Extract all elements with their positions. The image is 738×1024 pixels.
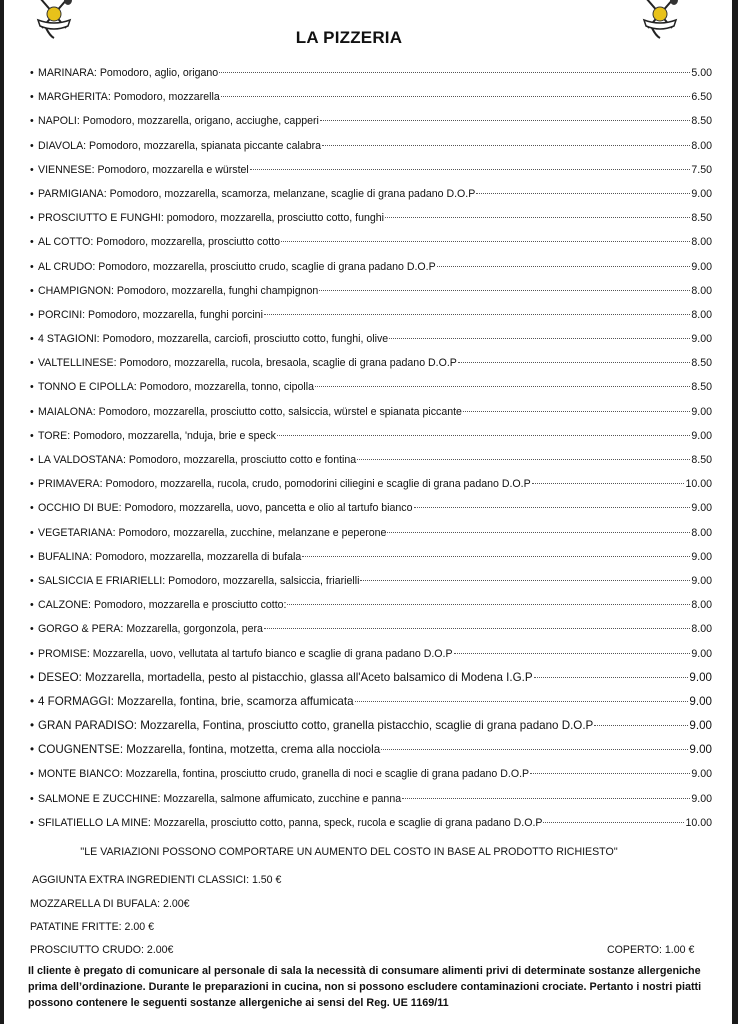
menu-item-label: PORCINI: Pomodoro, mozzarella, funghi porcini	[38, 308, 263, 321]
menu-item-label: PARMIGIANA: Pomodoro, mozzarella, scamorza, melanzane, scaglie di grana padano D.O.P	[38, 187, 476, 200]
menu-item	[30, 666, 712, 690]
dot-leader	[381, 749, 688, 750]
menu-item	[30, 787, 712, 811]
menu-item-label: 4 FORMAGGI: Mozzarella, fontina, brie, scamorza affumicata	[38, 694, 354, 708]
dot-leader	[402, 798, 690, 799]
bullet-icon: •	[30, 381, 34, 394]
bullet-icon: •	[30, 550, 34, 563]
menu-item-price: 8.00	[691, 308, 712, 321]
menu-item-name: PARMIGIANA	[38, 187, 104, 200]
dot-leader	[219, 72, 690, 73]
menu-item-price: 8.00	[691, 599, 712, 612]
bullet-icon: •	[30, 454, 34, 466]
menu-item-price: 9.00	[689, 719, 712, 733]
menu-item-label: GRAN PARADISO: Mozzarella, Fontina, prosciutto cotto, granella pistacchio, scaglie di grana padano D.O.P	[38, 719, 594, 733]
menu-item-ingredients: Pomodoro, mozzarella, zucchine, melanzane e peperone	[118, 526, 387, 539]
pizza-menu-list	[30, 61, 712, 835]
bullet-icon: •	[30, 333, 34, 346]
bullet-icon: •	[30, 357, 34, 370]
menu-item-name: AL COTTO	[38, 236, 91, 249]
menu-item	[30, 617, 712, 641]
menu-item	[30, 472, 712, 496]
menu-item-label: GORGO & PERA: Mozzarella, gorgonzola, pera	[38, 623, 263, 636]
menu-item-ingredients: Pomodoro, mozzarella	[113, 91, 220, 104]
menu-item-label: SALSICCIA E FRIARIELLI: Pomodoro, mozzarella, salsiccia, friarielli	[38, 574, 360, 587]
menu-item-label: VIENNESE: Pomodoro, mozzarella e würstel	[38, 163, 249, 176]
prosciutto-crudo-price: PROSCIUTTO CRUDO: 2.00€	[30, 944, 174, 956]
menu-item-label: VEGETARIANA: Pomodoro, mozzarella, zucchine, melanzane e peperone	[38, 526, 387, 539]
bullet-icon: •	[30, 502, 34, 515]
bullet-icon: •	[30, 67, 34, 79]
menu-item	[30, 158, 712, 182]
menu-item-ingredients: Pomodoro, mozzarella e prosciutto cotto:	[93, 599, 287, 612]
menu-item	[30, 61, 712, 85]
menu-item-label: DIAVOLA: Pomodoro, mozzarella, spianata piccante calabra	[38, 139, 322, 152]
menu-item	[30, 85, 712, 109]
menu-item-name: AL CRUDO	[38, 260, 93, 273]
menu-item-ingredients: Pomodoro, mozzarella, prosciutto cotto, salsiccia, würstel e spianata piccante	[98, 405, 462, 418]
menu-item-ingredients: Pomodoro, mozzarella, prosciutto crudo, scaglie di grana padano D.O.P	[98, 260, 436, 273]
menu-item-label: OCCHIO DI BUE: Pomodoro, mozzarella, uovo, pancetta e olio al tartufo bianco	[38, 502, 413, 515]
menu-item-ingredients: Pomodoro, mozzarella, uovo, pancetta e olio al tartufo bianco	[124, 502, 413, 515]
menu-item-price: 9.00	[691, 333, 712, 346]
menu-item-name: DESEO	[38, 670, 79, 684]
menu-item-name: OCCHIO DI BUE	[38, 502, 119, 515]
bullet-icon: •	[30, 284, 34, 297]
menu-item	[30, 545, 712, 569]
bullet-icon: •	[30, 236, 34, 249]
bullet-icon: •	[30, 792, 34, 805]
menu-item-name: PROMISE	[38, 647, 87, 660]
extra-ingredients-price: AGGIUNTA EXTRA INGREDIENTI CLASSICI: 1.50 €	[32, 874, 282, 886]
bullet-icon: •	[30, 163, 34, 176]
menu-item-name: PROSCIUTTO E FUNGHI	[38, 212, 161, 225]
menu-item	[30, 424, 712, 448]
menu-item-price: 8.00	[691, 139, 712, 152]
menu-item	[30, 811, 712, 835]
menu-item-ingredients: Pomodoro, mozzarella e würstel	[97, 163, 249, 176]
dot-leader	[389, 338, 690, 339]
bullet-icon: •	[30, 115, 34, 128]
menu-item-ingredients: Pomodoro, mozzarella, prosciutto cotto	[96, 236, 280, 249]
menu-item	[30, 109, 712, 133]
dot-leader	[454, 653, 691, 654]
menu-item-ingredients: Mozzarella, fontina, brie, scamorza affumicata	[117, 694, 354, 708]
menu-item-ingredients: pomodoro, mozzarella, prosciutto cotto, funghi	[166, 212, 385, 225]
dot-leader	[463, 411, 690, 412]
menu-item-ingredients: Mozzarella, mortadella, pesto al pistacchio, glassa all'Aceto balsamico di Modena I.G.P	[85, 670, 533, 684]
menu-item-name: MAIALONA	[38, 405, 93, 418]
menu-item-price: 9.00	[691, 429, 712, 442]
menu-item-label: MARINARA: Pomodoro, aglio, origano	[38, 67, 219, 79]
menu-item-label: CHAMPIGNON: Pomodoro, mozzarella, funghi champignon	[38, 284, 319, 297]
menu-item-price: 9.00	[689, 743, 712, 757]
bullet-icon: •	[30, 574, 34, 587]
menu-item-name: DIAVOLA	[38, 139, 84, 152]
menu-item-name: PORCINI	[38, 308, 83, 321]
menu-item-name: 4 FORMAGGI	[38, 694, 111, 708]
allergen-notice: Il cliente è pregato di comunicare al personale di sala la necessità di consumare alimenti privi di determinate sostanze allergeniche prima dell’ordinazione. Durante le preparazioni in cucina, non si possono escludere contaminazioni crociate. Pertanto i nostri piatti possono contenere le seguenti sostanze allergeniche ai sensi del Reg. UE 1169/11	[28, 965, 702, 1009]
menu-item-ingredients: Pomodoro, mozzarella, rucola, crudo, pomodorini ciliegini e scaglie di grana padano D.O.P	[105, 478, 531, 491]
patatine-fritte-price: PATATINE FRITTE: 2.00 €	[30, 921, 155, 933]
menu-item-ingredients: Pomodoro, mozzarella, origano, acciughe, capperi	[82, 115, 319, 128]
menu-item-ingredients: Pomodoro, mozzarella, carciofi, prosciutto cotto, funghi, olive	[102, 333, 389, 346]
menu-item-price: 6.50	[691, 91, 712, 104]
bullet-icon: •	[30, 599, 34, 612]
menu-item-name: SALSICCIA E FRIARIELLI	[38, 574, 163, 587]
menu-item	[30, 351, 712, 375]
menu-item-name: SALMONE E ZUCCHINE	[38, 792, 158, 805]
menu-item-price: 8.00	[691, 236, 712, 249]
menu-item-ingredients: Pomodoro, aglio, origano	[99, 67, 219, 79]
menu-item-label: CALZONE: Pomodoro, mozzarella e prosciutto cotto:	[38, 599, 287, 612]
menu-item-label: MONTE BIANCO: Mozzarella, fontina, prosciutto crudo, granella di noci e scaglie di grana padano D.O.P	[38, 768, 530, 781]
menu-item-price: 9.00	[689, 694, 712, 708]
menu-item-ingredients: Pomodoro, mozzarella, scamorza, melanzane, scaglie di grana padano D.O.P	[109, 187, 476, 200]
bullet-icon: •	[30, 719, 35, 733]
menu-item-price: 8.00	[691, 526, 712, 539]
menu-item-ingredients: Pomodoro, mozzarella, funghi champignon	[116, 284, 319, 297]
menu-item-ingredients: Pomodoro, mozzarella, prosciutto cotto e fontina	[128, 454, 357, 466]
bullet-icon: •	[30, 139, 34, 152]
menu-item-name: 4 STAGIONI	[38, 333, 97, 346]
menu-item-ingredients: Pomodoro, mozzarella, 'nduja, brie e speck	[73, 429, 276, 442]
menu-item-label: DESEO: Mozzarella, mortadella, pesto al pistacchio, glassa all'Aceto balsamico di Modena I.G.P	[38, 670, 533, 684]
menu-item-name: MARGHERITA	[38, 91, 108, 104]
menu-item	[30, 255, 712, 279]
menu-item	[30, 593, 712, 617]
menu-item-label: PROSCIUTTO E FUNGHI: pomodoro, mozzarella, prosciutto cotto, funghi	[38, 212, 385, 225]
bullet-icon: •	[30, 187, 34, 200]
bullet-icon: •	[30, 526, 34, 539]
menu-item	[30, 375, 712, 399]
dot-leader	[287, 604, 690, 605]
menu-item-ingredients: Pomodoro, mozzarella, spianata piccante calabra	[89, 139, 322, 152]
menu-item-name: NAPOLI	[38, 115, 77, 128]
dot-leader	[264, 628, 690, 629]
mozzarella-bufala-price: MOZZARELLA DI BUFALA: 2.00€	[30, 898, 190, 910]
bullet-icon: •	[30, 91, 34, 104]
page-title: LA PIZZERIA	[295, 28, 403, 47]
menu-item	[30, 762, 712, 786]
menu-item	[30, 714, 712, 738]
menu-item-ingredients: Pomodoro, mozzarella, funghi porcini	[88, 308, 263, 321]
menu-item	[30, 206, 712, 230]
menu-item	[30, 448, 712, 472]
dot-leader	[530, 773, 690, 774]
menu-item-label: PROMISE: Mozzarella, uovo, vellutata al tartufo bianco e scaglie di grana padano D.O.P	[38, 647, 453, 660]
dot-leader	[281, 241, 690, 242]
menu-item	[30, 738, 712, 762]
menu-item-ingredients: Mozzarella, uovo, vellutata al tartufo bianco e scaglie di grana padano D.O.P	[92, 647, 453, 660]
menu-item-label: LA VALDOSTANA: Pomodoro, mozzarella, prosciutto cotto e fontina	[38, 454, 357, 466]
menu-item-name: TORE	[38, 429, 68, 442]
menu-item-price: 9.00	[691, 405, 712, 418]
menu-item-ingredients: Pomodoro, mozzarella, rucola, bresaola, scaglie di grana padano D.O.P	[119, 357, 457, 370]
bullet-icon: •	[30, 308, 34, 321]
menu-item-ingredients: Mozzarella, fontina, motzetta, crema alla nocciola	[126, 743, 381, 757]
menu-item-label: TORE: Pomodoro, mozzarella, 'nduja, brie e speck	[38, 429, 276, 442]
bullet-icon: •	[30, 260, 34, 273]
menu-item-price: 10.00	[685, 478, 712, 491]
menu-item-name: MONTE BIANCO	[38, 768, 120, 781]
dot-leader	[360, 580, 690, 581]
bullet-icon: •	[30, 478, 34, 491]
menu-item	[30, 327, 712, 351]
menu-item-price: 8.50	[691, 115, 712, 128]
menu-item-price: 9.00	[691, 768, 712, 781]
menu-item-price: 8.50	[691, 357, 712, 370]
menu-item-ingredients: Mozzarella, salmone affumicato, zucchine e panna	[163, 792, 402, 805]
dot-leader	[414, 507, 691, 508]
menu-item-label: COUGNENTSE: Mozzarella, fontina, motzetta, crema alla nocciola	[38, 743, 381, 757]
menu-item-ingredients: Mozzarella, Fontina, prosciutto cotto, granella pistacchio, scaglie di grana padano D.O.P	[140, 719, 594, 733]
menu-page	[4, 0, 732, 1024]
menu-item-label: AL COTTO: Pomodoro, mozzarella, prosciutto cotto	[38, 236, 280, 249]
dot-leader	[250, 169, 691, 170]
menu-item	[30, 134, 712, 158]
bullet-icon: •	[30, 429, 34, 442]
menu-item-price: 9.00	[691, 187, 712, 200]
menu-item-price: 10.00	[685, 816, 712, 829]
menu-item-price: 9.00	[691, 647, 712, 660]
menu-item-name: COUGNENTSE	[38, 743, 120, 757]
dot-leader	[534, 677, 689, 678]
menu-item-ingredients: Mozzarella, prosciutto cotto, panna, speck, rucola e scaglie di grana padano D.O.P	[153, 816, 543, 829]
menu-item-label: SALMONE E ZUCCHINE: Mozzarella, salmone affumicato, zucchine e panna	[38, 792, 402, 805]
menu-item-name: CHAMPIGNON	[38, 284, 111, 297]
dot-leader	[319, 290, 690, 291]
menu-item-label: TONNO E CIPOLLA: Pomodoro, mozzarella, tonno, cipolla	[38, 381, 314, 394]
menu-item-ingredients: Mozzarella, gorgonzola, pera	[126, 623, 263, 636]
menu-item-ingredients: Pomodoro, mozzarella, mozzarella di bufala	[95, 550, 302, 563]
bullet-icon: •	[30, 694, 35, 708]
dot-leader	[357, 459, 690, 460]
menu-item-ingredients: Pomodoro, mozzarella, salsiccia, friarielli	[168, 574, 360, 587]
menu-item-price: 9.00	[689, 670, 712, 684]
bullet-icon: •	[30, 405, 34, 418]
bullet-icon: •	[30, 670, 35, 684]
menu-item-label: MARGHERITA: Pomodoro, mozzarella	[38, 91, 220, 104]
bullet-icon: •	[30, 623, 34, 636]
menu-item	[30, 642, 712, 666]
bullet-icon: •	[30, 212, 34, 225]
dot-leader	[458, 362, 691, 363]
menu-item	[30, 182, 712, 206]
menu-item-name: TONNO E CIPOLLA	[38, 381, 134, 394]
dot-leader	[221, 96, 691, 97]
menu-item-label: NAPOLI: Pomodoro, mozzarella, origano, acciughe, capperi	[38, 115, 319, 128]
menu-item-label: VALTELLINESE: Pomodoro, mozzarella, rucola, bresaola, scaglie di grana padano D.O.P	[38, 357, 457, 370]
menu-item-price: 9.00	[691, 574, 712, 587]
dot-leader	[264, 314, 690, 315]
bullet-icon: •	[30, 743, 35, 757]
menu-item	[30, 279, 712, 303]
menu-item-price: 7.50	[691, 163, 712, 176]
variations-note: ''LE VARIAZIONI POSSONO COMPORTARE UN AUMENTO DEL COSTO IN BASE AL PRODOTTO RICHIESTO''	[80, 846, 618, 858]
dot-leader	[302, 556, 690, 557]
menu-item-price: 8.00	[691, 284, 712, 297]
menu-item-label: AL CRUDO: Pomodoro, mozzarella, prosciutto crudo, scaglie di grana padano D.O.P	[38, 260, 436, 273]
menu-item-ingredients: Pomodoro, mozzarella, tonno, cipolla	[139, 381, 314, 394]
dot-leader	[320, 120, 690, 121]
dot-leader	[437, 266, 691, 267]
menu-item-label: 4 STAGIONI: Pomodoro, mozzarella, carciofi, prosciutto cotto, funghi, olive	[38, 333, 389, 346]
menu-item-price: 8.00	[691, 623, 712, 636]
dot-leader	[315, 386, 690, 387]
menu-item-price: 9.00	[691, 260, 712, 273]
dot-leader	[532, 483, 685, 484]
menu-item-name: VALTELLINESE	[38, 357, 114, 370]
menu-item	[30, 569, 712, 593]
menu-item-name: GRAN PARADISO	[38, 719, 134, 733]
menu-item	[30, 303, 712, 327]
dot-leader	[322, 145, 690, 146]
menu-item-label: BUFALINA: Pomodoro, mozzarella, mozzarella di bufala	[38, 550, 302, 563]
menu-item-name: CALZONE	[38, 599, 89, 612]
menu-item-name: VEGETARIANA	[38, 526, 113, 539]
coperto-price: COPERTO: 1.00 €	[607, 944, 695, 956]
menu-item-name: BUFALINA	[38, 550, 90, 563]
menu-item-price: 9.00	[691, 502, 712, 515]
bullet-icon: •	[30, 647, 34, 660]
bullet-icon: •	[30, 768, 34, 781]
menu-item-ingredients: Mozzarella, fontina, prosciutto crudo, granella di noci e scaglie di grana padano D.O.P	[125, 768, 530, 781]
menu-item-label: MAIALONA: Pomodoro, mozzarella, prosciutto cotto, salsiccia, würstel e spianata piccante	[38, 405, 462, 418]
menu-item-label: SFILATIELLO LA MINE: Mozzarella, prosciutto cotto, panna, speck, rucola e scaglie di grana padano D.O.P	[38, 816, 543, 829]
dot-leader	[277, 435, 690, 436]
menu-item	[30, 690, 712, 714]
menu-item	[30, 496, 712, 520]
menu-item-name: PRIMAVERA	[38, 478, 100, 491]
dot-leader	[543, 822, 684, 823]
menu-item-price: 9.00	[691, 550, 712, 563]
menu-item-name: VIENNESE	[38, 163, 92, 176]
menu-item-price: 8.50	[691, 212, 712, 225]
menu-item	[30, 521, 712, 545]
dot-leader	[355, 701, 689, 702]
dot-leader	[476, 193, 690, 194]
dot-leader	[387, 532, 690, 533]
dot-leader	[385, 217, 690, 218]
bullet-icon: •	[30, 816, 34, 829]
menu-item-label: PRIMAVERA: Pomodoro, mozzarella, rucola, crudo, pomodorini ciliegini e scaglie di grana padano D.O.P	[38, 478, 531, 491]
menu-item-price: 5.00	[691, 67, 712, 79]
dot-leader	[594, 725, 688, 726]
menu-item-price: 8.50	[691, 454, 712, 466]
menu-item-price: 9.00	[691, 792, 712, 805]
menu-item	[30, 400, 712, 424]
menu-item-name: SFILATIELLO LA MINE	[38, 816, 148, 829]
menu-item	[30, 230, 712, 254]
menu-item-name: LA VALDOSTANA	[38, 454, 123, 466]
menu-item-price: 8.50	[691, 381, 712, 394]
menu-item-name: GORGO & PERA	[38, 623, 121, 636]
menu-item-name: MARINARA	[38, 67, 94, 79]
